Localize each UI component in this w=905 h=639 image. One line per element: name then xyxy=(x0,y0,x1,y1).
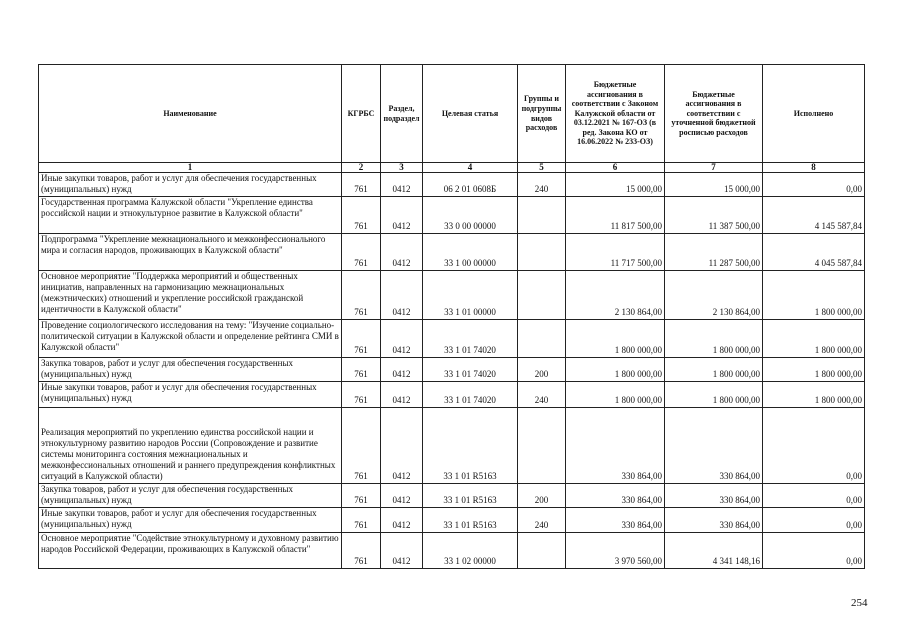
header-target-article: Целевая статья xyxy=(423,65,518,163)
row-executed-amount: 1 800 000,00 xyxy=(763,382,865,408)
table-row xyxy=(39,533,865,569)
table-row xyxy=(39,197,865,234)
row-target-article: 33 1 02 00000 xyxy=(423,533,518,569)
column-number: 8 xyxy=(763,163,865,173)
row-name: Закупка товаров, работ и услуг для обеспечения государственных (муниципальных) нужд xyxy=(39,358,342,382)
row-razdel: 0412 xyxy=(381,173,423,197)
table-row xyxy=(39,484,865,508)
budget-table xyxy=(38,64,865,569)
row-target-article: 33 1 01 74020 xyxy=(423,382,518,408)
row-roster-amount: 330 864,00 xyxy=(665,408,763,484)
column-number: 2 xyxy=(342,163,381,173)
row-roster-amount: 1 800 000,00 xyxy=(665,382,763,408)
row-name: Иные закупки товаров, работ и услуг для обеспечения государственных (муниципальных) нужд xyxy=(39,382,342,408)
header-row xyxy=(39,65,865,163)
row-law-amount: 1 800 000,00 xyxy=(566,382,665,408)
row-razdel: 0412 xyxy=(381,197,423,234)
row-name: Основное мероприятие "Поддержка мероприятий и общественных инициатив, направленных на гармонизацию межнациональных (межэтнических) отношений и укрепление российской гражданской идентичности в Калужской области" xyxy=(39,271,342,320)
row-razdel: 0412 xyxy=(381,358,423,382)
row-target-article: 33 1 01 R5163 xyxy=(423,508,518,533)
row-expense-group: 240 xyxy=(518,382,566,408)
row-expense-group xyxy=(518,320,566,358)
row-name: Иные закупки товаров, работ и услуг для обеспечения государственных (муниципальных) нужд xyxy=(39,508,342,533)
row-razdel: 0412 xyxy=(381,484,423,508)
header-roster-allocations: Бюджетные ассигнования в соответствии с уточненной бюджетной росписью расходов xyxy=(665,65,763,163)
row-target-article: 06 2 01 0608Б xyxy=(423,173,518,197)
row-kgrbs: 761 xyxy=(342,197,381,234)
row-kgrbs: 761 xyxy=(342,408,381,484)
row-name: Основное мероприятие "Содействие этнокультурному и духовному развитию народов Российской Федерации, проживающих в Калужской области" xyxy=(39,533,342,569)
row-target-article: 33 1 01 R5163 xyxy=(423,484,518,508)
row-expense-group: 240 xyxy=(518,508,566,533)
row-roster-amount: 2 130 864,00 xyxy=(665,271,763,320)
row-roster-amount: 15 000,00 xyxy=(665,173,763,197)
row-kgrbs: 761 xyxy=(342,484,381,508)
row-kgrbs: 761 xyxy=(342,234,381,271)
row-kgrbs: 761 xyxy=(342,358,381,382)
table-row xyxy=(39,271,865,320)
row-kgrbs: 761 xyxy=(342,173,381,197)
row-executed-amount: 1 800 000,00 xyxy=(763,271,865,320)
row-executed-amount: 0,00 xyxy=(763,484,865,508)
row-law-amount: 330 864,00 xyxy=(566,508,665,533)
row-razdel: 0412 xyxy=(381,533,423,569)
row-expense-group xyxy=(518,197,566,234)
row-law-amount: 15 000,00 xyxy=(566,173,665,197)
row-razdel: 0412 xyxy=(381,508,423,533)
row-razdel: 0412 xyxy=(381,234,423,271)
row-executed-amount: 4 045 587,84 xyxy=(763,234,865,271)
row-name: Закупка товаров, работ и услуг для обеспечения государственных (муниципальных) нужд xyxy=(39,484,342,508)
row-law-amount: 1 800 000,00 xyxy=(566,358,665,382)
table-row xyxy=(39,234,865,271)
table-row xyxy=(39,382,865,408)
row-roster-amount: 11 387 500,00 xyxy=(665,197,763,234)
row-razdel: 0412 xyxy=(381,408,423,484)
row-executed-amount: 0,00 xyxy=(763,408,865,484)
column-number: 5 xyxy=(518,163,566,173)
column-number-row xyxy=(39,163,865,173)
row-expense-group xyxy=(518,271,566,320)
row-target-article: 33 1 01 74020 xyxy=(423,320,518,358)
table-row xyxy=(39,358,865,382)
row-executed-amount: 4 145 587,84 xyxy=(763,197,865,234)
header-law-allocations: Бюджетные ассигнования в соответствии с Законом Калужской области от 03.12.2021 № 167-ОЗ (в ред. Закона КО от 16.06.2022 № 233-ОЗ) xyxy=(566,65,665,163)
row-expense-group: 240 xyxy=(518,173,566,197)
header-kgrbs: КГРБС xyxy=(342,65,381,163)
row-executed-amount: 1 800 000,00 xyxy=(763,320,865,358)
table-row xyxy=(39,508,865,533)
row-law-amount: 330 864,00 xyxy=(566,408,665,484)
row-name: Иные закупки товаров, работ и услуг для обеспечения государственных (муниципальных) нужд xyxy=(39,173,342,197)
column-number: 7 xyxy=(665,163,763,173)
row-law-amount: 11 717 500,00 xyxy=(566,234,665,271)
row-target-article: 33 1 01 00000 xyxy=(423,271,518,320)
row-law-amount: 1 800 000,00 xyxy=(566,320,665,358)
column-number: 4 xyxy=(423,163,518,173)
row-executed-amount: 1 800 000,00 xyxy=(763,358,865,382)
header-expense-group: Группы и подгруппы видов расходов xyxy=(518,65,566,163)
table-row xyxy=(39,320,865,358)
table-row xyxy=(39,408,865,484)
row-roster-amount: 1 800 000,00 xyxy=(665,358,763,382)
row-law-amount: 2 130 864,00 xyxy=(566,271,665,320)
row-name: Подпрограмма "Укрепление межнационального и межконфессионального мира и согласия народов, проживающих в Калужской области" xyxy=(39,234,342,271)
row-kgrbs: 761 xyxy=(342,508,381,533)
row-expense-group xyxy=(518,533,566,569)
row-expense-group xyxy=(518,234,566,271)
row-roster-amount: 330 864,00 xyxy=(665,484,763,508)
header-name: Наименование xyxy=(39,65,342,163)
row-law-amount: 330 864,00 xyxy=(566,484,665,508)
page-number: 254 xyxy=(851,597,868,609)
row-expense-group: 200 xyxy=(518,484,566,508)
row-name: Реализация мероприятий по укреплению единства российской нации и этнокультурному развитию народов России (Сопровождение и развитие системы мониторинга состояния межнациональных и межконфессиональных отношений и раннего предупреждения конфликтных ситуаций в Калужской области) xyxy=(39,408,342,484)
table-row xyxy=(39,173,865,197)
row-roster-amount: 11 287 500,00 xyxy=(665,234,763,271)
header-executed: Исполнено xyxy=(763,65,865,163)
row-expense-group xyxy=(518,408,566,484)
row-target-article: 33 1 00 00000 xyxy=(423,234,518,271)
row-kgrbs: 761 xyxy=(342,271,381,320)
row-roster-amount: 330 864,00 xyxy=(665,508,763,533)
row-razdel: 0412 xyxy=(381,271,423,320)
row-target-article: 33 0 00 00000 xyxy=(423,197,518,234)
row-executed-amount: 0,00 xyxy=(763,533,865,569)
row-name: Проведение социологического исследования на тему: "Изучение социально-политической ситуации в Калужской области и определение рейтинга СМИ в Калужской области" xyxy=(39,320,342,358)
column-number: 1 xyxy=(39,163,342,173)
row-razdel: 0412 xyxy=(381,382,423,408)
row-law-amount: 3 970 560,00 xyxy=(566,533,665,569)
row-kgrbs: 761 xyxy=(342,533,381,569)
header-razdel: Раздел, подраздел xyxy=(381,65,423,163)
row-roster-amount: 1 800 000,00 xyxy=(665,320,763,358)
row-target-article: 33 1 01 R5163 xyxy=(423,408,518,484)
row-executed-amount: 0,00 xyxy=(763,173,865,197)
row-razdel: 0412 xyxy=(381,320,423,358)
row-executed-amount: 0,00 xyxy=(763,508,865,533)
row-kgrbs: 761 xyxy=(342,320,381,358)
row-target-article: 33 1 01 74020 xyxy=(423,358,518,382)
row-kgrbs: 761 xyxy=(342,382,381,408)
row-law-amount: 11 817 500,00 xyxy=(566,197,665,234)
column-number: 6 xyxy=(566,163,665,173)
row-name: Государственная программа Калужской области "Укрепление единства российской нации и этнокультурное развитие в Калужской области" xyxy=(39,197,342,234)
row-expense-group: 200 xyxy=(518,358,566,382)
row-roster-amount: 4 341 148,16 xyxy=(665,533,763,569)
column-number: 3 xyxy=(381,163,423,173)
